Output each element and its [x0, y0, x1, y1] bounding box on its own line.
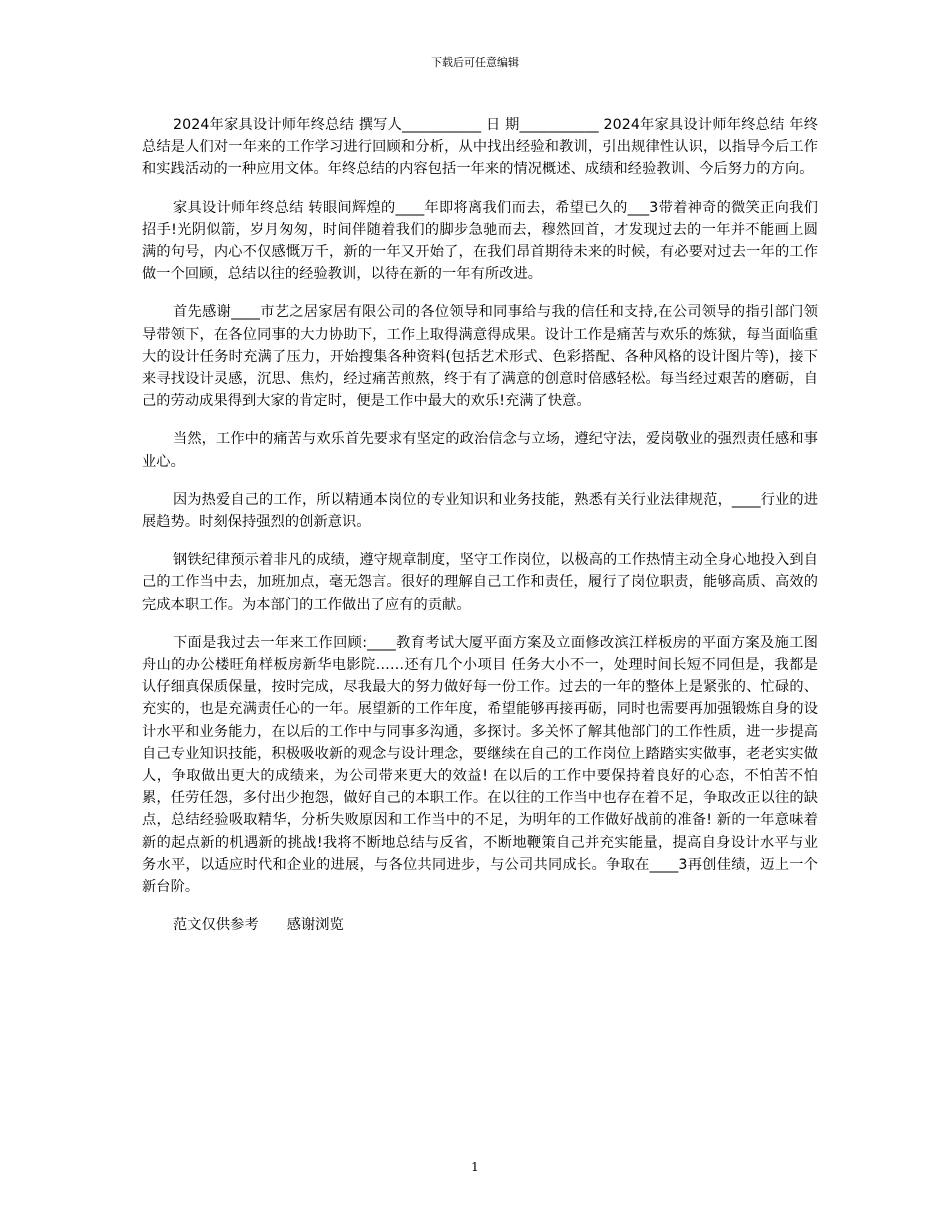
download-note: 下载后可任意编辑: [431, 56, 519, 69]
paragraph-responsibility: 当然，工作中的痛苦与欢乐首先要求有坚定的政治信念与立场，遵纪守法，爱岗敬业的强烈责任感和事业心。: [142, 431, 818, 470]
paragraph-intro: 2024年家具设计师年终总结 撰写人___________ 日 期___________ 2024年家具设计师年终总结 年终总结是人们对一年来的工作学习进行回顾和分析，从中找出经验和教训，引出规律性认识，以指导今后工作和实践活动的一种应用文体。年终总结的内容包括一年来的情况概述、成绩和经验教训、今后努力的方向。: [142, 117, 818, 178]
closing-thanks: 感谢浏览: [286, 917, 344, 934]
paragraph-review: 下面是我过去一年来工作回顾:____教育考试大厦平面方案及立面修改滨江样板房的平面方案及施工图舟山的办公楼旺角样板房新华电影院……还有几个小项目 任务大小不一，处理时间长短不同但是，我都是认仔细真保质保量，按时完成，尽我最大的努力做好每一份工作。过去的一年的整体上是紧张的、忙碌的、充实的，也是充满责任心的一年。展望新的工作年度，希望能够再接再砺，同时也需要再加强锻炼自身的设计水平和业务能力，在以后的工作中与同事多沟通，多探讨。多关怀了解其他部门的工作性质，进一步提高自己专业知识技能，积极吸收新的观念与设计理念，要继续在自己的工作岗位上踏踏实实做事，老老实实做人，争取做出更大的成绩来，为公司带来更大的效益! 在以后的工作中要保持着良好的心态，不怕苦不怕累，任劳任怨，多付出少抱怨，做好自己的本职工作。在以往的工作当中也存在着不足，争取改正以往的缺点，总结经验吸取精华，分析失败原因和工作当中的不足，为明年的工作做好战前的准备! 新的一年意味着新的起点新的机遇新的挑战!我将不断地总结与反省，不断地鞭策自己并充实能量，提高自身设计水平与业务水平，以适应时代和企业的进展，与各位共同进步，与公司共同成长。争取在____3再创佳绩，迈上一个新台阶。: [142, 634, 818, 896]
page-number: 1: [471, 1160, 479, 1174]
paragraph-expertise: 因为热爱自己的工作，所以精通本岗位的专业知识和业务技能，熟悉有关行业法律规范，____行业的进展趋势。时刻保持强烈的创新意识。: [142, 491, 818, 531]
closing-line: [142, 914, 818, 936]
closing-reference: 范文仅供参考: [173, 917, 259, 934]
document-body: [142, 114, 818, 937]
paragraph-discipline: 钢铁纪律预示着非凡的成绩，遵守规章制度，坚守工作岗位，以极高的工作热情主动全身心地投入到自己的工作当中去，加班加点，毫无怨言。很好的理解自己工作和责任，履行了岗位职责，能够高质、高效的完成本职工作。为本部门的工作做出了应有的贡献。: [142, 552, 818, 613]
paragraph-opening: 家具设计师年终总结 转眼间辉煌的____年即将离我们而去，希望已久的___3带着神奇的微笑正向我们招手!光阴似箭，岁月匆匆，时间伴随着我们的脚步急驰而去，穆然回首，才发现过去的一年并不能画上圆满的句号，内心不仅感慨万千，新的一年又开始了，在我们昂首期待未来的时候，有必要对过去一年的工作做一个回顾，总结以往的经验教训，以待在新的一年有所改进。: [142, 199, 818, 283]
paragraph-thanks: 首先感谢____市艺之居家居有限公司的各位领导和同事给与我的信任和支持,在公司领导的指引部门领导带领下，在各位同事的大力协助下，工作上取得满意得成果。设计工作是痛苦与欢乐的炼狱，每当面临重大的设计任务时充满了压力，开始搜集各种资料(包括艺术形式、色彩搭配、各种风格的设计图片等)，接下来寻找设计灵感，沉思、焦灼，经过痛苦煎熬，终于有了满意的创意时倍感轻松。每当经过艰苦的磨砺，自己的劳动成果得到大家的肯定时，便是工作中最大的欢乐!充满了快意。: [142, 304, 818, 410]
